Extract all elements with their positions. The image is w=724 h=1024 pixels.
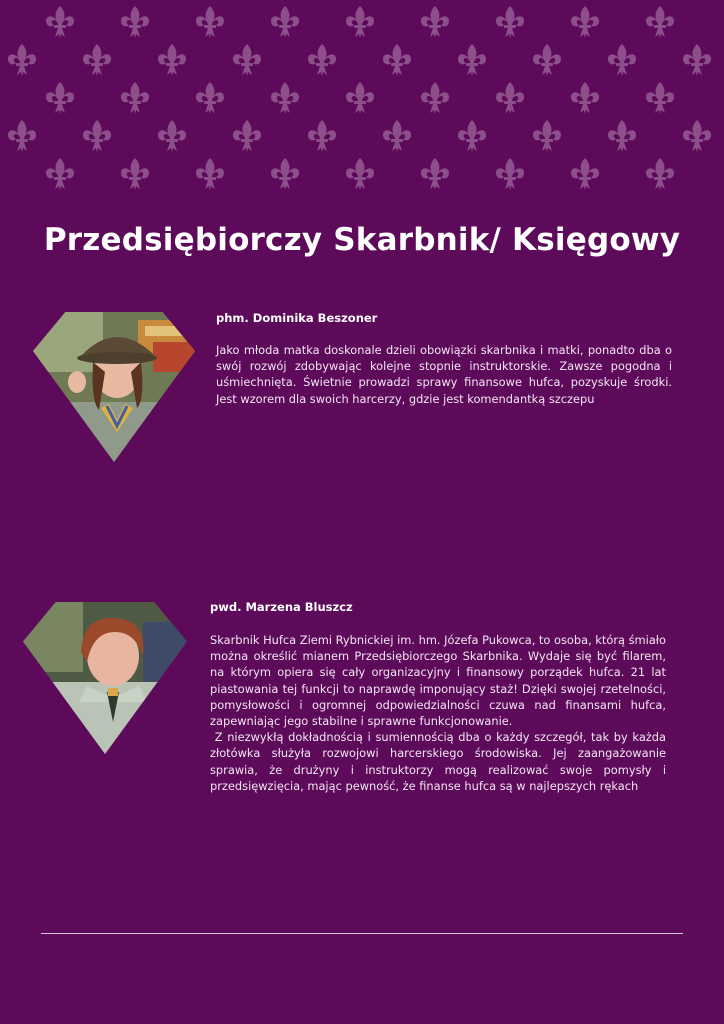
fleur-de-lis-icon — [8, 120, 36, 152]
bio-dominika — [216, 342, 672, 407]
fleur-de-lis-icon — [196, 82, 224, 114]
fleur-de-lis-icon — [308, 44, 336, 76]
fleur-de-lis-icon — [46, 158, 74, 190]
fleur-de-lis-icon — [8, 44, 36, 76]
person-name-dominika: phm. Dominika Beszoner — [216, 311, 378, 325]
fleur-de-lis-icon — [271, 158, 299, 190]
person-name-marzena: pwd. Marzena Bluszcz — [210, 600, 353, 614]
fleur-de-lis-icon — [496, 158, 524, 190]
fleur-de-lis-icon — [46, 82, 74, 114]
profile-photo-dominika — [33, 312, 195, 462]
fleur-de-lis-icon — [158, 120, 186, 152]
fleur-de-lis-icon — [383, 44, 411, 76]
fleur-de-lis-icon — [646, 158, 674, 190]
bio-paragraph: Jako młoda matka doskonale dzieli obowiązki skarbnika i matki, ponadto dba o swój rozwój zdobywając kolejne stopnie instruktorskie. Zawsze pogodna i uśmiechnięta. Świetnie prowadzi sprawy finansowe hufca, pozyskuje środki. Jest wzorem dla swoich harcerzy, gdzie jest komendantką szczepu — [216, 343, 672, 406]
fleur-de-lis-icon — [571, 82, 599, 114]
fleur-de-lis-icon — [383, 120, 411, 152]
footer-divider — [41, 933, 683, 934]
fleur-de-lis-icon — [421, 158, 449, 190]
fleur-de-lis-icon — [683, 44, 711, 76]
fleur-de-lis-icon — [346, 6, 374, 38]
fleur-de-lis-icon — [271, 6, 299, 38]
fleur-de-lis-icon — [346, 158, 374, 190]
fleur-de-lis-icon — [608, 120, 636, 152]
fleur-de-lis-icon — [196, 158, 224, 190]
fleur-de-lis-icon — [571, 6, 599, 38]
profile-photo-marzena — [23, 602, 187, 754]
fleur-de-lis-icon — [196, 6, 224, 38]
fleur-de-lis-icon — [496, 6, 524, 38]
fleur-de-lis-icon — [83, 120, 111, 152]
fleur-de-lis-icon — [458, 44, 486, 76]
fleur-de-lis-icon — [458, 120, 486, 152]
page-title: Przedsiębiorczy Skarbnik/ Księgowy — [43, 222, 681, 258]
fleur-de-lis-icon — [46, 6, 74, 38]
fleur-de-lis-icon — [346, 82, 374, 114]
fleur-de-lis-icon — [646, 6, 674, 38]
fleur-de-lis-icon — [571, 158, 599, 190]
fleur-de-lis-icon — [533, 120, 561, 152]
bio-marzena — [210, 632, 670, 794]
fleur-de-lis-icon — [158, 44, 186, 76]
fleur-de-lis-icon — [233, 120, 261, 152]
fleur-de-lis-icon — [83, 44, 111, 76]
fleur-de-lis-icon — [271, 82, 299, 114]
fleur-de-lis-icon — [121, 6, 149, 38]
fleur-de-lis-icon — [533, 44, 561, 76]
fleur-de-lis-icon — [121, 82, 149, 114]
fleur-de-lis-icon — [308, 120, 336, 152]
fleur-de-lis-icon — [646, 82, 674, 114]
fleur-de-lis-icon — [608, 44, 636, 76]
fleur-de-lis-icon — [683, 120, 711, 152]
fleur-de-lis-icon — [421, 82, 449, 114]
fleur-de-lis-icon — [421, 6, 449, 38]
fleur-de-lis-icon — [121, 158, 149, 190]
bio-paragraph-2: Z niezwykłą dokładnością i sumiennością dba o każdy szczegół, tak by każda złotówka służyła rozwojowi harcerskiego środowiska. Jej zaangażowanie sprawia, że drużyny i instruktorzy mogą realizować swoje pomysły i przedsięwzięcia, mając pewność, że finanse hufca są w najlepszych rękach — [210, 730, 670, 793]
bio-paragraph-1: Skarbnik Hufca Ziemi Rybnickiej im. hm. Józefa Pukowca, to osoba, którą śmiało można określić mianem Przedsiębiorczego Skarbnika. Wydaje się być filarem, na którym opiera się cały organizacyjny i finansowy porządek hufca. 21 lat piastowania tej funkcji to naprawdę imponujący staż! Dzięki swojej rzetelności, pomysłowości i ogromnej odpowiedzialności czuwa nad finansami hufca, zapewniając jego stabilne i sprawne funkcjonowanie. — [210, 633, 667, 729]
fleur-de-lis-icon — [233, 44, 261, 76]
fleur-de-lis-icon — [496, 82, 524, 114]
fleur-de-lis-pattern — [0, 0, 724, 200]
